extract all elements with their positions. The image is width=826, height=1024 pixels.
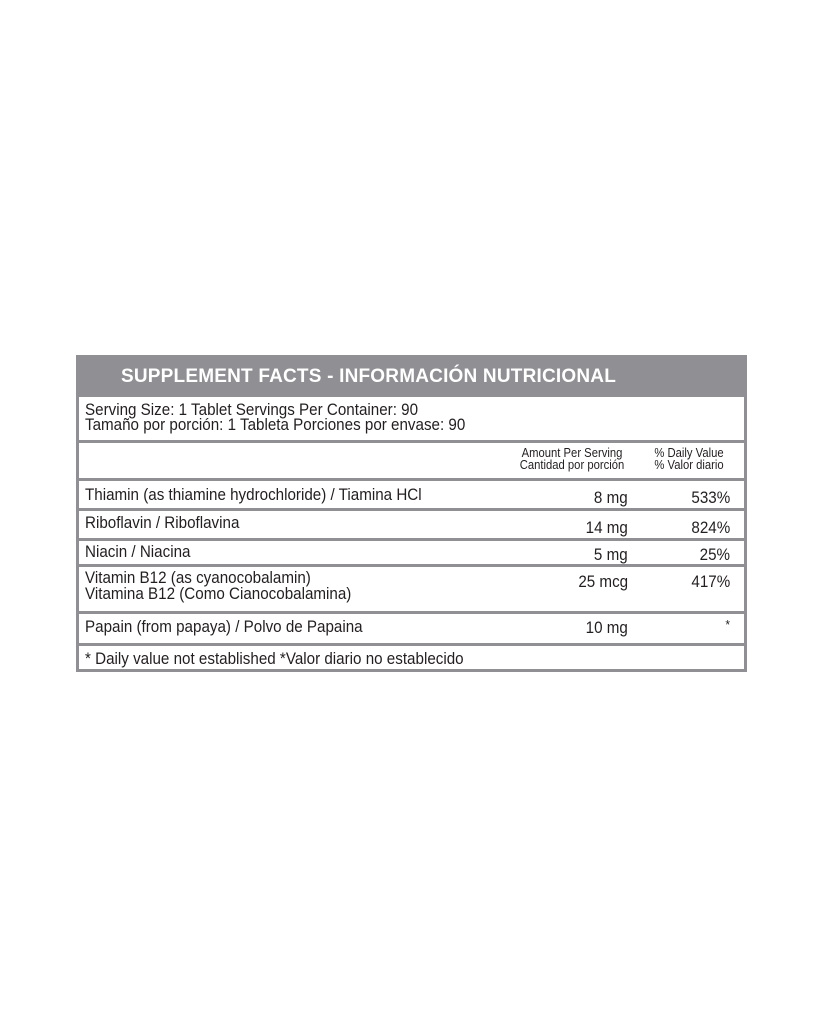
daily-value-column-header: % Daily Value % Valor diario xyxy=(654,446,724,472)
nutrient-name: Papain (from papaya) / Polvo de Papaina xyxy=(85,618,363,636)
nutrient-name: Niacin / Niacina xyxy=(85,543,191,561)
column-headers xyxy=(79,440,744,481)
nutrient-daily-value: 25% xyxy=(699,546,730,564)
nutrient-amount: 14 mg xyxy=(585,519,628,537)
footnote-text: * Daily value not established *Valor diario no establecido xyxy=(85,650,464,668)
nutrient-amount: 25 mcg xyxy=(578,573,628,591)
serving-info xyxy=(79,394,744,443)
nutrient-row xyxy=(79,508,744,541)
panel-title: SUPPLEMENT FACTS - INFORMACIÓN NUTRICIONAL xyxy=(79,358,744,394)
nutrient-name: Thiamin (as thiamine hydrochloride) / Tiamina HCl xyxy=(85,486,422,504)
nutrient-daily-value: 824% xyxy=(691,519,730,537)
serving-line-es: Tamaño por porción: 1 Tableta Porciones por envase: 90 xyxy=(85,416,466,434)
nutrient-name: Vitamin B12 (as cyanocobalamin) xyxy=(85,569,311,587)
nutrient-daily-value: * xyxy=(725,617,730,632)
nutrient-amount: 8 mg xyxy=(594,489,628,507)
nutrient-name-es: Vitamina B12 (Como Cianocobalamina) xyxy=(85,585,352,603)
nutrient-row xyxy=(79,538,744,567)
supplement-facts-panel xyxy=(76,355,747,672)
nutrient-name: Riboflavin / Riboflavina xyxy=(85,514,240,532)
serving-line-en: Serving Size: 1 Tablet Servings Per Container: 90 xyxy=(85,401,419,419)
nutrient-daily-value: 417% xyxy=(691,573,730,591)
nutrient-row xyxy=(79,611,744,646)
footnote xyxy=(79,643,744,672)
nutrient-row xyxy=(79,478,744,511)
amount-column-header: Amount Per Serving Cantidad por porción xyxy=(519,446,625,472)
nutrient-amount: 10 mg xyxy=(585,619,628,637)
nutrient-daily-value: 533% xyxy=(691,489,730,507)
nutrient-row xyxy=(79,564,744,614)
nutrient-amount: 5 mg xyxy=(594,546,628,564)
